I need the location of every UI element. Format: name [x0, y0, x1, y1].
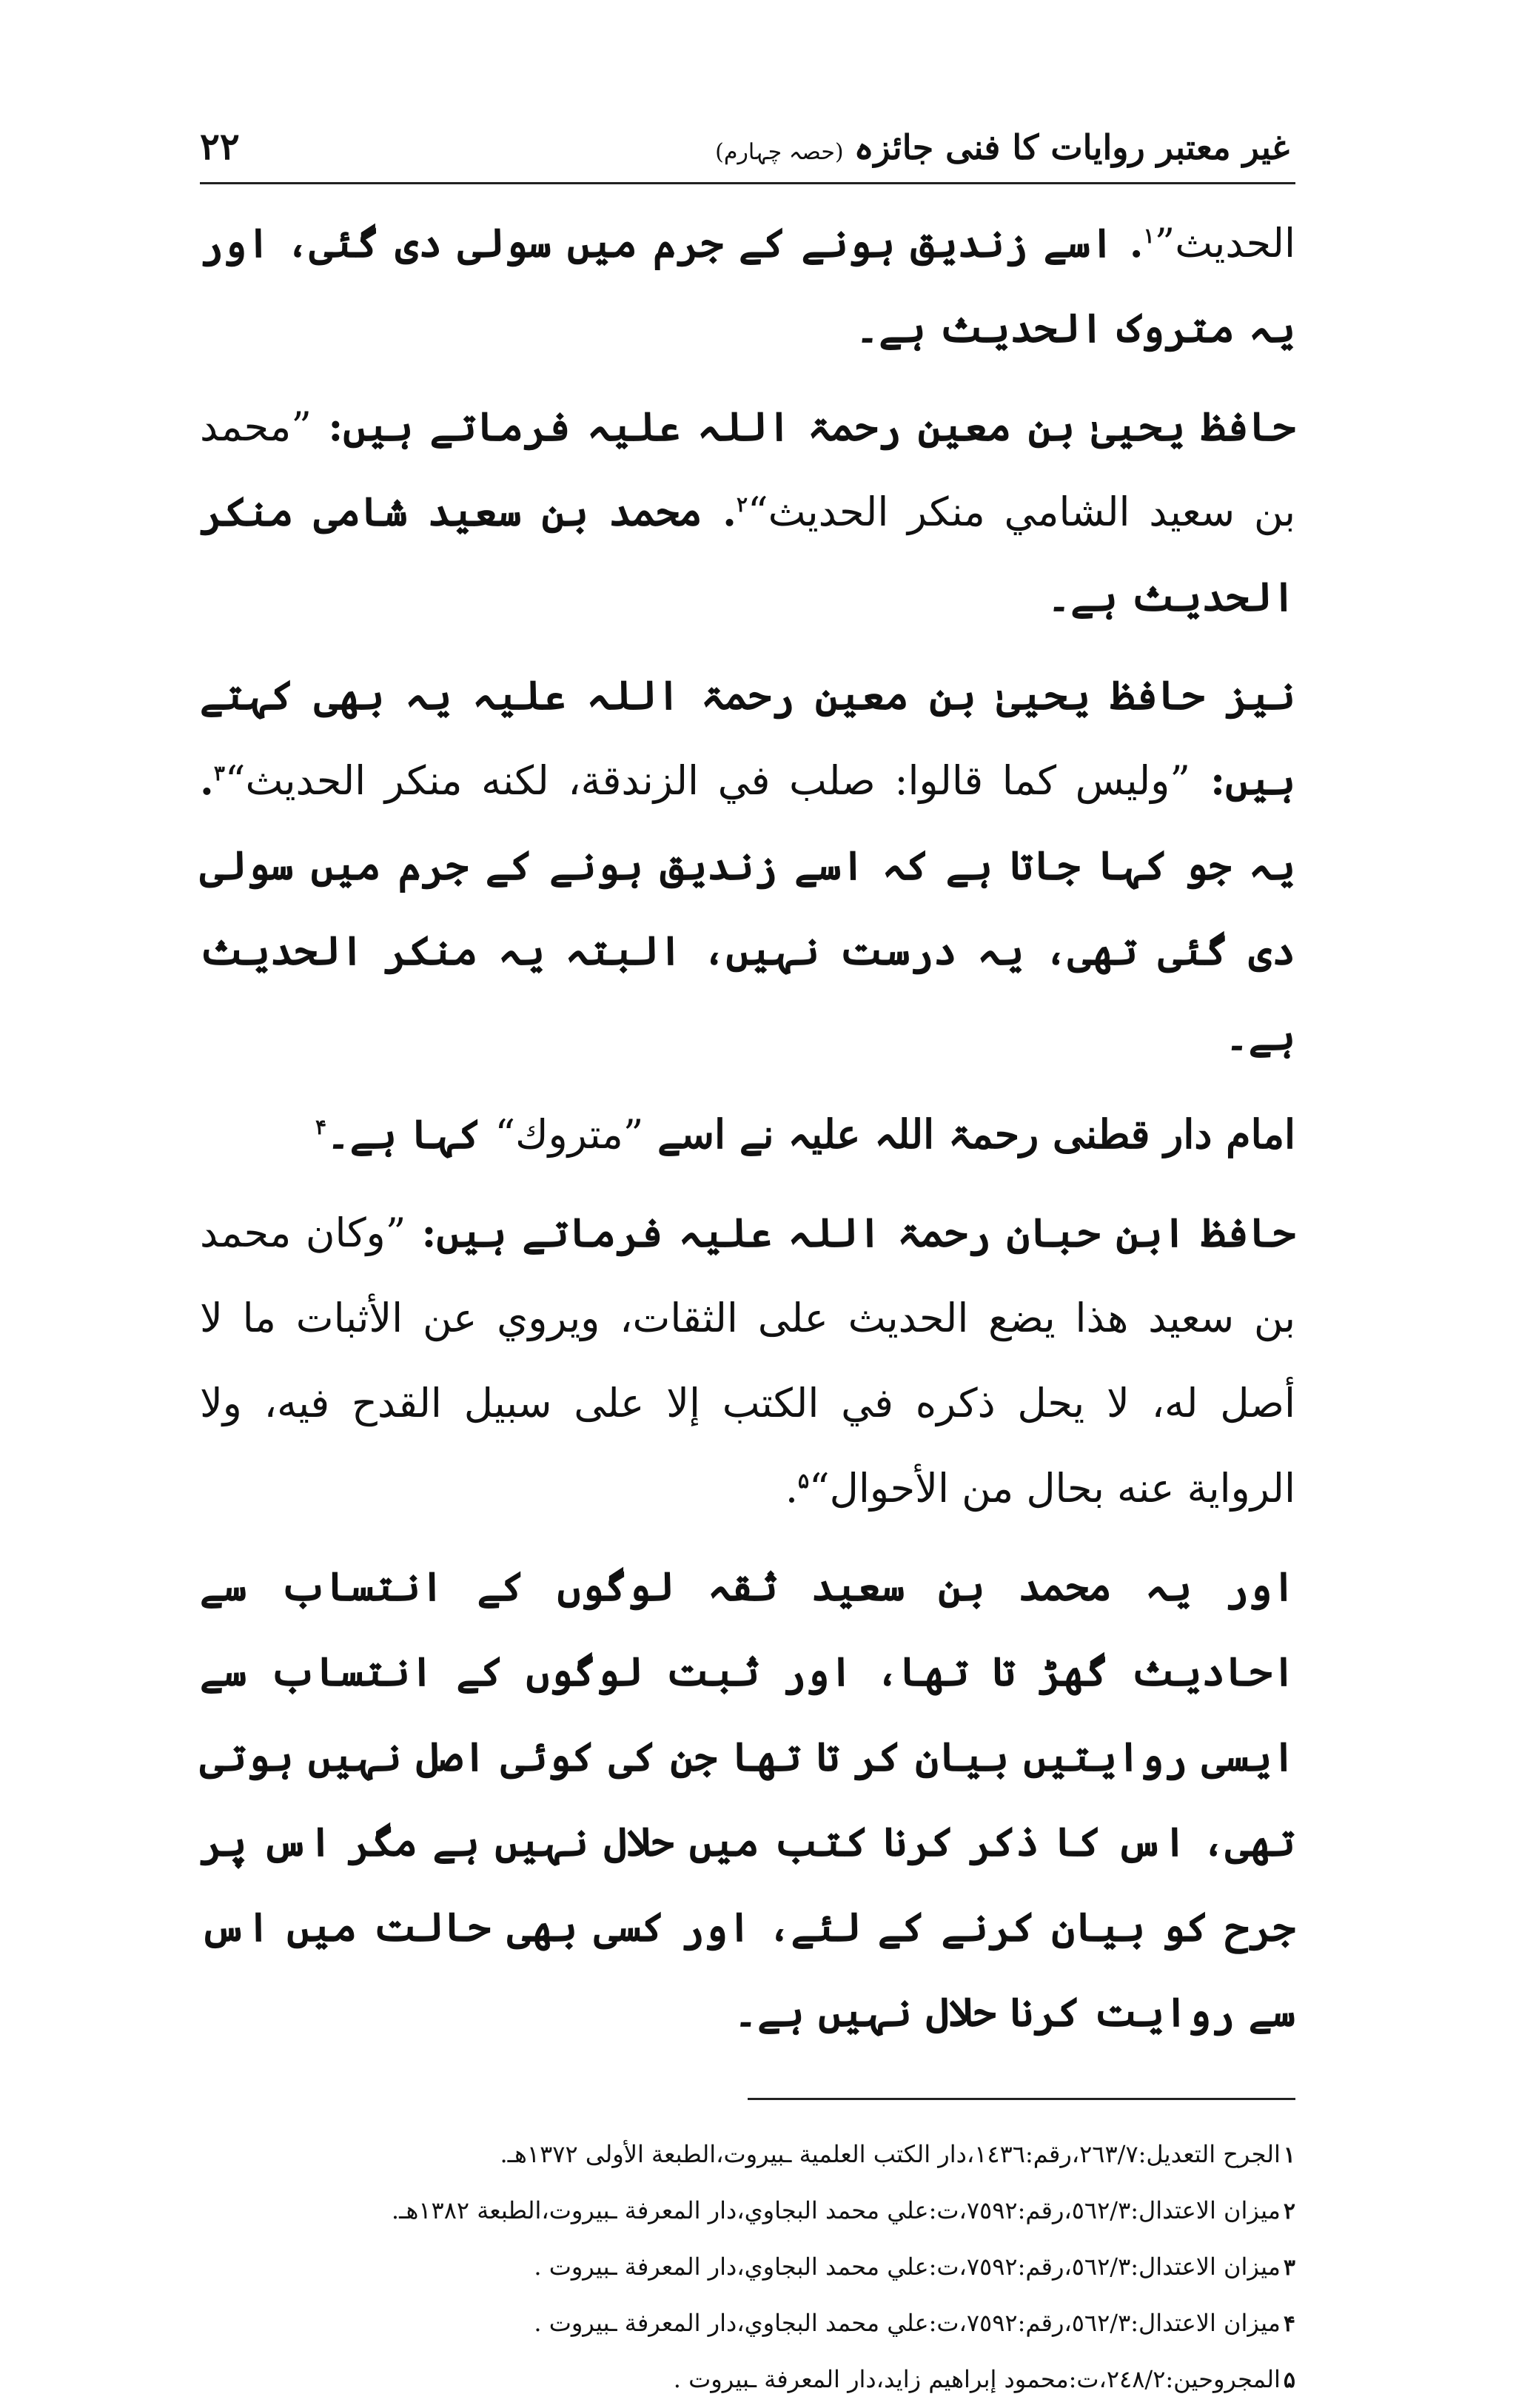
footnote-reference: ۱ [1143, 224, 1155, 248]
page-header [200, 111, 1295, 184]
footnote-marker: ۱ [1283, 2142, 1295, 2168]
footnote-item [200, 2352, 1295, 2408]
footnote-reference: ۳ [213, 761, 225, 785]
paragraph [200, 1544, 1295, 2055]
arabic-quote: ”وليس كما قالوا: صلب في الزندقة، لكنه منكر الحديث“ [224, 757, 1190, 804]
arabic-quote: الحدیث” [1154, 220, 1295, 266]
urdu-text: کہا ہے۔ [326, 1110, 495, 1158]
urdu-text: . محمد بن سعید شامی منکر الحدیث ہے۔ [200, 488, 1295, 620]
urdu-text: نیز حافظ یحییٰ بن معین رحمۃ اللہ علیہ یہ بھی کہتے ہیں: [200, 671, 1296, 804]
footnote-marker: ۵ [1283, 2367, 1295, 2393]
urdu-text: حافظ یحییٰ بن معین رحمۃ اللہ علیہ فرماتے ہیں: [311, 403, 1295, 450]
footnote-marker: ۲ [1283, 2199, 1295, 2224]
urdu-text: اور یہ محمد بن سعید ثقہ لوگوں کے انتساب سے احادیث گھڑ تا تھا، اور ثبت لوگوں کے انتساب سے ایسی روایتیں بیان کر تا تھا جن کی کوئی اصل نہیں ہوتی تھی، اس کا ذکر کرنا کتب میں حلال نہیں ہے مگر اس پر جرح کو بیان کرنے کے لئے، اور کسی بھی حالت میں اس سے روایت کرنا حلال نہیں ہے۔ [200, 1563, 1295, 2036]
footnotes-list [200, 2127, 1295, 2408]
footnote-reference: ۵ [797, 1469, 810, 1493]
footnote-reference: ۲ [736, 492, 748, 517]
running-title [715, 127, 1289, 167]
footnote-reference: ۴ [315, 1115, 327, 1139]
footnote-item [200, 2239, 1295, 2295]
book-page [200, 111, 1296, 2393]
urdu-text: . یہ جو کہا جاتا ہے کہ اسے زندیق ہونے کے جرم میں سولی دی گئی تھی، یہ درست نہیں، البتہ یہ منکر الحدیث ہے۔ [200, 757, 1295, 1059]
footnote-marker: ۴ [1283, 2311, 1295, 2337]
paragraph [200, 653, 1295, 1079]
paragraph [200, 201, 1295, 371]
paragraph [200, 384, 1295, 640]
footnote-item [200, 2183, 1295, 2239]
main-text [200, 201, 1295, 2055]
arabic-quote: ”محمد بن سعيد الشامي منكر الحديث“ [200, 403, 1295, 535]
urdu-text: امام دار قطنی رحمۃ اللہ علیہ نے اسے [643, 1110, 1295, 1158]
urdu-text: حافظ ابن حبان رحمۃ اللہ علیہ فرماتے ہیں: [406, 1209, 1295, 1256]
page-number: ۲۲ [200, 124, 240, 168]
footnote-text: ميزان الاعتدال:٥٦٢/٣،رقم:٧٥٩٢،ت:علي محمد البجاوي،دار المعرفة ـبيروت . [534, 2309, 1281, 2337]
arabic-quote: ”متروك“ [494, 1111, 644, 1158]
footnote-item [200, 2127, 1295, 2183]
footnote-text: ميزان الاعتدال:٥٦٢/٣،رقم:٧٥٩٢،ت:علي محمد البجاوي،دار المعرفة ـبيروت،الطبعة ١٣٨٢هـ. [391, 2196, 1281, 2224]
footnote-text: ميزان الاعتدال:٥٦٢/٣،رقم:٧٥٩٢،ت:علي محمد البجاوي،دار المعرفة ـبيروت . [534, 2253, 1281, 2281]
footnote-item [200, 2295, 1295, 2352]
footnote-divider [748, 2098, 1295, 2100]
arabic-quote: ”وكان محمد بن سعيد هذا يضع الحديث على الثقات، ويروي عن الأثبات ما لا أصل له، لا يحل ذكره في الكتب إلا على سبيل القدح فيه، ولا الرواية عنه بحال من الأحوال“ [200, 1210, 1295, 1512]
footnote-text: المجروحين:٢٤٨/٢،ت:محمود إبراهيم زايد،دار المعرفة ـبيروت . [673, 2365, 1281, 2393]
urdu-text: . اسے زندیق ہونے کے جرم میں سولی دی گئی، اور یہ متروک الحدیث ہے۔ [200, 219, 1295, 352]
footnote-marker: ۳ [1283, 2255, 1295, 2281]
paragraph [200, 1190, 1295, 1531]
book-title: غیر معتبر روایات کا فنی جائزہ [853, 127, 1289, 167]
book-part: (حصہ چہارم) [715, 139, 844, 165]
footnote-text: الجرح التعديل:٢٦٣/٧،رقم:١٤٣٦،دار الكتب العلمية ـبيروت،الطبعة الأولى ١٣٧٢هـ. [500, 2140, 1281, 2168]
arabic-quote: . [785, 1465, 798, 1512]
paragraph [200, 1092, 1295, 1177]
